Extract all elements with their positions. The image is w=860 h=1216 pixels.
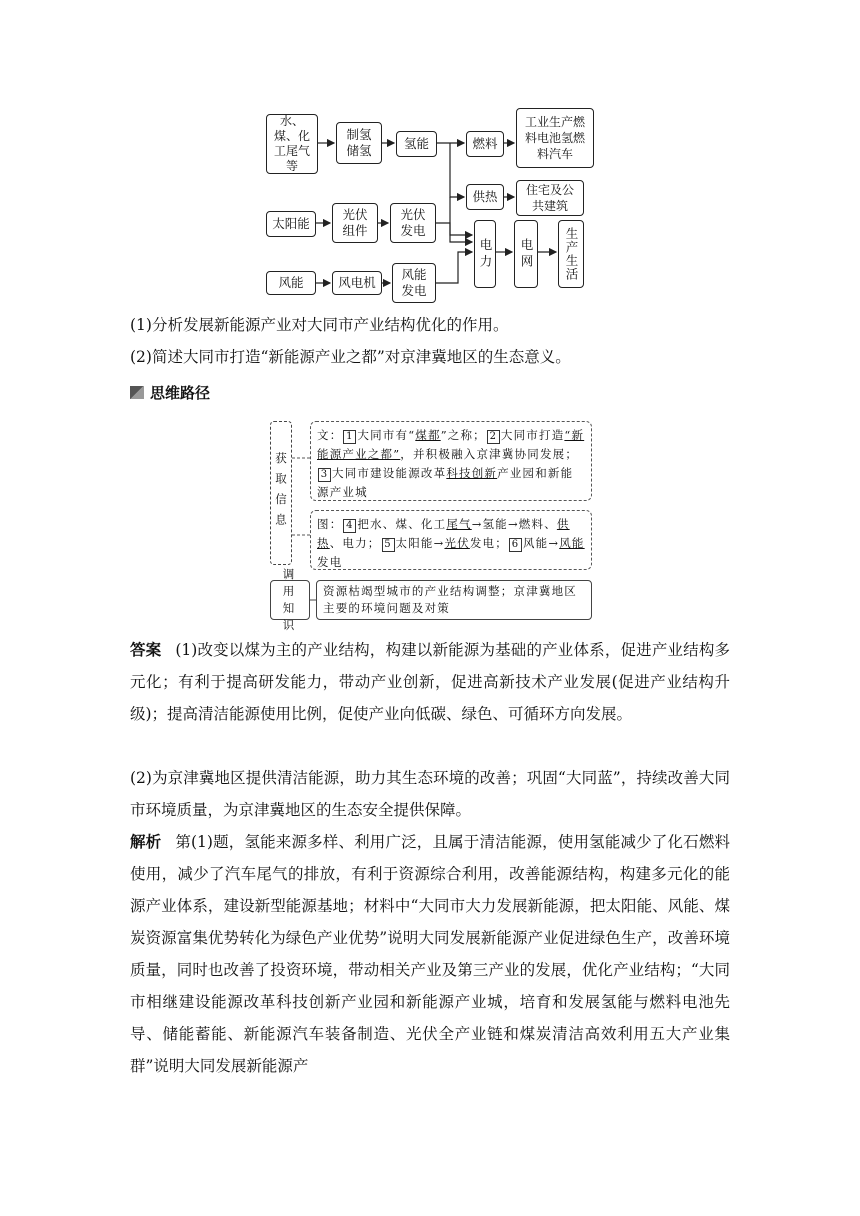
num-6: 6 [509,538,522,552]
text-prefix: 文： [317,428,343,442]
text-1b: ”之称； [440,428,486,442]
flow-make-h2: 制氢储氢 [336,122,382,164]
flow-wind-power: 风能发电 [392,263,436,303]
fig-6u: 风能 [559,536,585,550]
num-1: 1 [343,430,356,444]
flow-hydrogen: 氢能 [396,131,437,157]
flow-fuel-uses: 工业生产燃料电池氢燃料汽车 [516,108,594,168]
answer-label: 答案 [130,641,162,659]
get-info-label: 获取信息 [270,421,292,565]
fig-4b: →氢能→燃料、 [471,517,557,531]
question-1: (1)分析发展新能源产业对大同市产业结构优化的作用。 [130,316,509,334]
flow-heat-uses: 住宅及公共建筑 [516,180,584,216]
flow-wind-turbine: 风电机 [332,271,382,295]
fig-5u: 光伏 [444,536,470,550]
figure-info-box [310,510,592,570]
text-3a: 大同市建设能源改革 [332,466,447,480]
flow-heat: 供热 [466,184,504,210]
num-5: 5 [382,538,395,552]
flow-grid: 电网 [514,220,538,288]
answer-1-text: (1)改变以煤为主的产业结构，构建以新能源为基础的产业体系，促进产业结构多元化；有利于提高研发能力，带动产业创新，促进高新技术产业发展(促进产业结构升级)；提高清洁能源使用比例，促使产业向低碳、绿色、可循环方向发展。 [130,641,730,723]
text-2b: ，并积极融入京津冀协同发展； [400,447,579,461]
text-2a: 大同市打造 [500,428,565,442]
analysis-text: 第(1)题，氢能来源多样、利用广泛，且属于清洁能源，使用氢能减少了化石燃料使用，减少了汽车尾气的排放，有利于资源综合利用，改善能源结构，构建多元化的能源产业体系，建设新型能源基地；材料中“大同市大力发展新能源，把太阳能、风能、煤炭资源富集优势转化为绿色产业优势”说明大同发展新能源产业促进绿色生产，改善环境质量，同时也改善了投资环境，带动相关产业及第三产业的发展，优化产业结构；“大同市相继建设能源改革科技创新产业园和新能源产业城，培育和发展氢能与燃料电池先导、储能蓄能、新能源汽车装备制造、光伏全产业链和煤炭清洁高效利用五大产业集群”说明大同发展新能源产 [130,833,730,1075]
answer-1 [130,634,730,730]
fig-prefix: 图： [317,517,343,531]
analysis-label: 解析 [130,833,162,851]
text-2u: “新能源产业之都” [317,428,585,461]
text-3b: 产业园和新能源产业城 [317,466,574,499]
fig-6b: 发电 [317,555,343,569]
fig-4a: 把水、煤、化工 [357,517,447,531]
text-1a: 大同市有“ [357,428,416,442]
text-info-box [310,421,592,501]
flow-electric: 电力 [474,220,496,288]
flow-source: 水、煤、化工尾气等 [266,114,318,174]
question-2: (2)简述大同市打造“新能源产业之都”对京津冀地区的生态意义。 [130,348,571,366]
flow-pv-power: 光伏发电 [390,203,436,243]
text-3u: 科技创新 [446,466,498,480]
fig-4u2: 供热 [317,517,570,550]
text-1u: 煤都 [415,428,441,442]
fig-4u1: 尾气 [446,517,472,531]
answer-2: (2)为京津冀地区提供清洁能源，助力其生态环境的改善；巩固“大同蓝”，持续改善大同市环境质量，为京津冀地区的生态安全提供保障。 [130,769,730,819]
num-2: 2 [487,430,500,444]
flow-life: 生产生活 [558,220,584,288]
fig-6a: 风能→ [522,536,560,550]
num-3: 3 [318,468,331,482]
flow-solar: 太阳能 [266,211,316,237]
fig-5a: 太阳能→ [395,536,445,550]
fig-5b: 发电； [469,536,508,550]
flow-fuel: 燃料 [466,131,504,157]
fig-4c: 、电力； [329,536,381,550]
knowledge-text: 资源枯竭型城市的产业结构调整；京津冀地区主要的环境问题及对策 [316,580,592,620]
thinking-path-label: 思维路径 [150,384,211,402]
num-4: 4 [343,519,356,533]
flow-wind: 风能 [266,271,316,295]
analysis [130,826,730,1082]
flow-pv-module: 光伏组件 [332,203,378,243]
knowledge-label: 调用知识 [270,580,310,620]
